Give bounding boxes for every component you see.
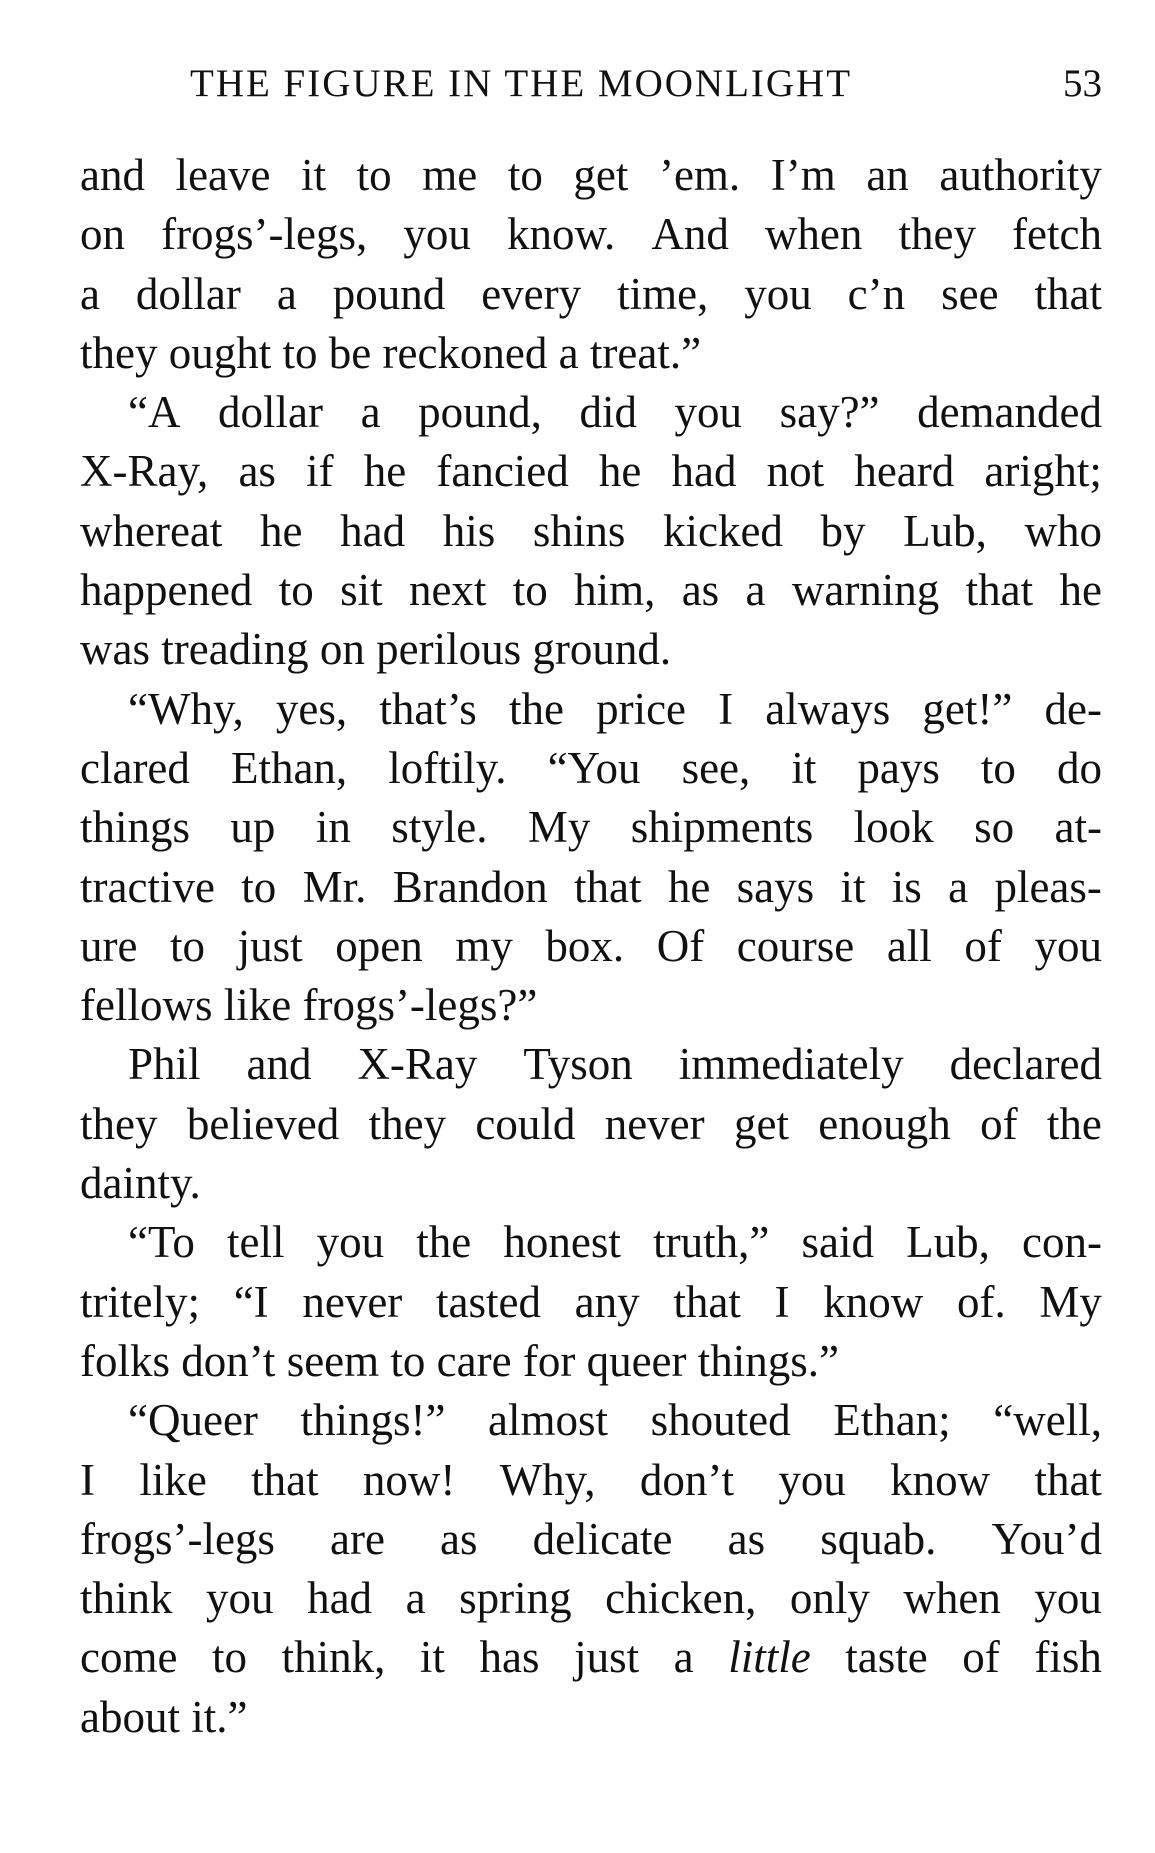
text-line (80, 502, 1102, 561)
word: to (512, 565, 548, 616)
word: like (223, 980, 292, 1031)
text-line (80, 620, 1102, 679)
word: every (481, 268, 582, 319)
word: know. (506, 209, 616, 260)
word: folks (80, 1335, 170, 1386)
text-line (80, 442, 1102, 501)
word: “I (233, 1276, 269, 1327)
word: you (316, 1217, 385, 1268)
word: to (507, 150, 543, 200)
text-line (80, 917, 1102, 976)
body-text (80, 146, 1102, 1747)
word: the (508, 683, 564, 734)
word: fish (1034, 1632, 1102, 1683)
word: of (980, 1098, 1018, 1149)
word: I’m (770, 150, 836, 200)
word: you (674, 387, 743, 438)
word: has (479, 1632, 540, 1683)
word: Of (656, 920, 705, 971)
word: frogs’-legs?” (302, 980, 538, 1031)
word: care (436, 1335, 512, 1386)
text-line (80, 1628, 1102, 1687)
text-line (80, 1035, 1102, 1094)
word: you (1034, 920, 1102, 971)
word: dollar (218, 387, 324, 438)
word: “You (547, 742, 641, 793)
word: he (598, 446, 642, 497)
word: to (241, 861, 277, 912)
word: who (1024, 505, 1102, 556)
word: know (823, 1276, 924, 1327)
word: shins (532, 505, 626, 556)
word: dainty. (80, 1158, 201, 1209)
word: are (330, 1513, 385, 1564)
word: My (527, 802, 591, 853)
word: and (246, 1039, 312, 1090)
word: said (801, 1217, 874, 1268)
text-line (80, 739, 1102, 798)
word: that (1034, 268, 1102, 319)
word: to (980, 742, 1016, 793)
word: it (791, 742, 817, 793)
word: and (80, 150, 145, 200)
word: Why, (499, 1454, 596, 1505)
word: a (276, 268, 297, 319)
word: tritely; (80, 1276, 200, 1327)
word: get (573, 150, 629, 200)
text-line (80, 858, 1102, 917)
text-line (80, 265, 1102, 324)
word: fetch (1012, 209, 1102, 260)
word: ought (168, 327, 272, 378)
word: “Why, (128, 683, 244, 734)
word: shipments (630, 802, 814, 853)
running-header (190, 62, 1102, 106)
word: seem (286, 1335, 380, 1386)
word: enough (818, 1098, 951, 1149)
word: tell (226, 1217, 285, 1268)
word: things (80, 802, 191, 853)
word: And (651, 209, 729, 260)
word: ’em. (658, 150, 741, 200)
word: immediately (678, 1039, 904, 1090)
word: a (80, 268, 100, 319)
word: it (840, 861, 866, 912)
word: come (80, 1632, 178, 1683)
word: spring (459, 1573, 572, 1624)
text-line (80, 1510, 1102, 1569)
word: fancied (436, 446, 569, 497)
word: like (139, 1454, 207, 1505)
word: time, (617, 268, 709, 319)
word: look (853, 802, 934, 853)
word: did (579, 387, 637, 438)
word: to (212, 1632, 248, 1683)
word: me (422, 150, 478, 200)
word: of (964, 920, 1002, 971)
word: leave (175, 150, 271, 200)
word: open (335, 920, 423, 971)
word: as (238, 446, 276, 497)
word: that (965, 565, 1034, 616)
word: frogs’-legs (80, 1513, 275, 1564)
word: price (596, 683, 687, 734)
word: Phil (128, 1039, 201, 1090)
word: a (558, 327, 579, 378)
word: almost (488, 1395, 609, 1446)
word: reckoned (382, 327, 548, 378)
word: says (736, 861, 815, 912)
word: it (419, 1632, 445, 1683)
word: just (237, 920, 303, 971)
word: you (403, 209, 471, 260)
word: see, (681, 742, 751, 793)
word: not (766, 446, 825, 497)
word: demanded (917, 387, 1102, 438)
word: authority (939, 150, 1102, 200)
word: believed (186, 1098, 340, 1149)
word: loftily. (388, 742, 507, 793)
word: delicate (532, 1513, 673, 1564)
word: things!” (300, 1395, 446, 1446)
word: queer (586, 1335, 687, 1386)
word: chicken, (605, 1573, 757, 1624)
word: shouted (650, 1395, 791, 1446)
word: by (820, 505, 866, 556)
word: I (774, 1276, 790, 1327)
word: was (80, 624, 150, 675)
word: don’t (181, 1335, 276, 1386)
word: fellows (80, 980, 213, 1031)
word: that (673, 1276, 741, 1327)
word: a (745, 565, 766, 616)
text-line (80, 205, 1102, 264)
word: you (206, 1573, 274, 1624)
word: ground. (532, 624, 672, 675)
word: Ethan, (230, 742, 348, 793)
word: when (764, 209, 863, 260)
word: “well, (993, 1395, 1102, 1446)
text-line (80, 976, 1102, 1035)
word: treading (161, 624, 309, 675)
word: had (307, 1573, 373, 1624)
text-line (80, 383, 1102, 442)
word: if (306, 446, 334, 497)
word: Ethan; (833, 1395, 951, 1446)
word: you (1034, 1573, 1102, 1624)
word: X-Ray, (80, 446, 209, 497)
word: him, (574, 565, 656, 616)
word: warning (791, 565, 940, 616)
word: I (80, 1454, 95, 1505)
word: always (765, 683, 891, 734)
word: for (522, 1335, 576, 1386)
word: little (728, 1632, 811, 1683)
word: that (251, 1454, 319, 1505)
word: a (948, 861, 969, 912)
word: heard (854, 446, 955, 497)
word: at- (1054, 802, 1102, 853)
word: course (736, 920, 855, 971)
word: he (260, 505, 303, 556)
word: you (744, 268, 812, 319)
word: to (356, 150, 392, 200)
text-line (80, 1569, 1102, 1628)
word: “To (128, 1217, 195, 1268)
word: never (604, 1098, 705, 1149)
text-line (80, 324, 1102, 383)
word: to (390, 1335, 426, 1386)
word: when (903, 1573, 1001, 1624)
word: pleas- (994, 861, 1102, 912)
word: Mr. (302, 861, 367, 912)
word: he (1059, 565, 1102, 616)
word: so (974, 802, 1015, 853)
word: pound, (418, 387, 542, 438)
text-line (80, 1451, 1102, 1510)
word: Lub, (906, 1217, 990, 1268)
word: about (80, 1691, 180, 1742)
word: an (866, 150, 909, 200)
running-title: THE FIGURE IN THE MOONLIGHT (190, 62, 853, 105)
word: that (1034, 1454, 1102, 1505)
word: that (574, 861, 642, 912)
word: treat.” (589, 327, 702, 378)
word: only (789, 1573, 870, 1624)
word: now! (362, 1454, 456, 1505)
word: next (408, 565, 487, 616)
word: they (80, 327, 158, 378)
word: had (340, 505, 406, 556)
word: my (455, 920, 513, 971)
word: box. (545, 920, 625, 971)
word: X-Ray (357, 1039, 478, 1090)
word: things.” (697, 1335, 839, 1386)
word: just (574, 1632, 640, 1683)
word: ure (80, 920, 138, 971)
word: never (302, 1276, 403, 1327)
word: get (733, 1098, 789, 1149)
text-line (80, 1332, 1102, 1391)
word: Lub, (903, 505, 987, 556)
word: be (328, 327, 372, 378)
word: of (962, 1632, 1000, 1683)
word: to (170, 920, 206, 971)
word: tasted (436, 1276, 541, 1327)
word: up (230, 802, 276, 853)
word: “Queer (128, 1395, 258, 1446)
text-line (80, 680, 1102, 739)
word: de- (1044, 683, 1102, 734)
word: Tyson (523, 1039, 633, 1090)
word: it.” (191, 1691, 248, 1742)
word: he (667, 861, 711, 912)
word: tractive (80, 861, 215, 912)
word: as (727, 1513, 766, 1564)
word: the (416, 1217, 472, 1268)
word: you (778, 1454, 846, 1505)
word: pays (857, 742, 940, 793)
word: My (1039, 1276, 1102, 1327)
word: clared (80, 742, 190, 793)
word: perilous (376, 624, 522, 675)
word: a (405, 1573, 426, 1624)
word: in (315, 802, 351, 853)
word: squab. (820, 1513, 937, 1564)
text-line (80, 1273, 1102, 1332)
word: on (80, 209, 125, 260)
word: he (363, 446, 407, 497)
text-line (80, 1688, 1102, 1747)
word: the (1046, 1098, 1102, 1149)
word: sit (340, 565, 383, 616)
word: could (475, 1098, 576, 1149)
word: that’s (379, 683, 477, 734)
word: it (301, 150, 327, 200)
word: style. (391, 802, 488, 853)
word: is (891, 861, 922, 912)
word: Brandon (392, 861, 548, 912)
word: had (671, 446, 737, 497)
word: truth,” (653, 1217, 770, 1268)
text-line (80, 146, 1102, 205)
word: pound (332, 268, 446, 319)
text-line (80, 561, 1102, 620)
word: whereat (80, 505, 223, 556)
word: see (941, 268, 999, 319)
word: they (80, 1098, 158, 1149)
text-line (80, 1095, 1102, 1154)
word: a (360, 387, 381, 438)
word: aright; (984, 446, 1102, 497)
word: his (442, 505, 496, 556)
word: frogs’-legs, (161, 209, 368, 260)
text-line (80, 1213, 1102, 1272)
word: think, (281, 1632, 386, 1683)
word: declared (949, 1039, 1102, 1090)
word: any (574, 1276, 640, 1327)
word: kicked (662, 505, 783, 556)
word: taste (845, 1632, 928, 1683)
word: do (1056, 742, 1102, 793)
word: as (440, 1513, 478, 1564)
word: dollar (135, 268, 241, 319)
word: c’n (847, 268, 906, 319)
word: to (282, 327, 318, 378)
word: I (718, 683, 734, 734)
text-line (80, 798, 1102, 857)
word: con- (1022, 1217, 1102, 1268)
word: all (886, 920, 932, 971)
text-line (80, 1391, 1102, 1450)
word: they (898, 209, 976, 260)
word: a (673, 1632, 694, 1683)
text-line (80, 1154, 1102, 1213)
word: honest (503, 1217, 621, 1268)
word: on (319, 624, 365, 675)
word: get!” (922, 683, 1013, 734)
page-number: 53 (1063, 62, 1102, 105)
word: they (368, 1098, 447, 1149)
word: happened (80, 565, 253, 616)
word: You’d (991, 1513, 1102, 1564)
word: know (890, 1454, 991, 1505)
word: as (681, 565, 720, 616)
word: of. (956, 1276, 1006, 1327)
word: don’t (639, 1454, 735, 1505)
word: “A (128, 387, 181, 438)
word: say?” (779, 387, 880, 438)
word: yes, (275, 683, 348, 734)
word: to (278, 565, 314, 616)
word: think (80, 1573, 173, 1624)
